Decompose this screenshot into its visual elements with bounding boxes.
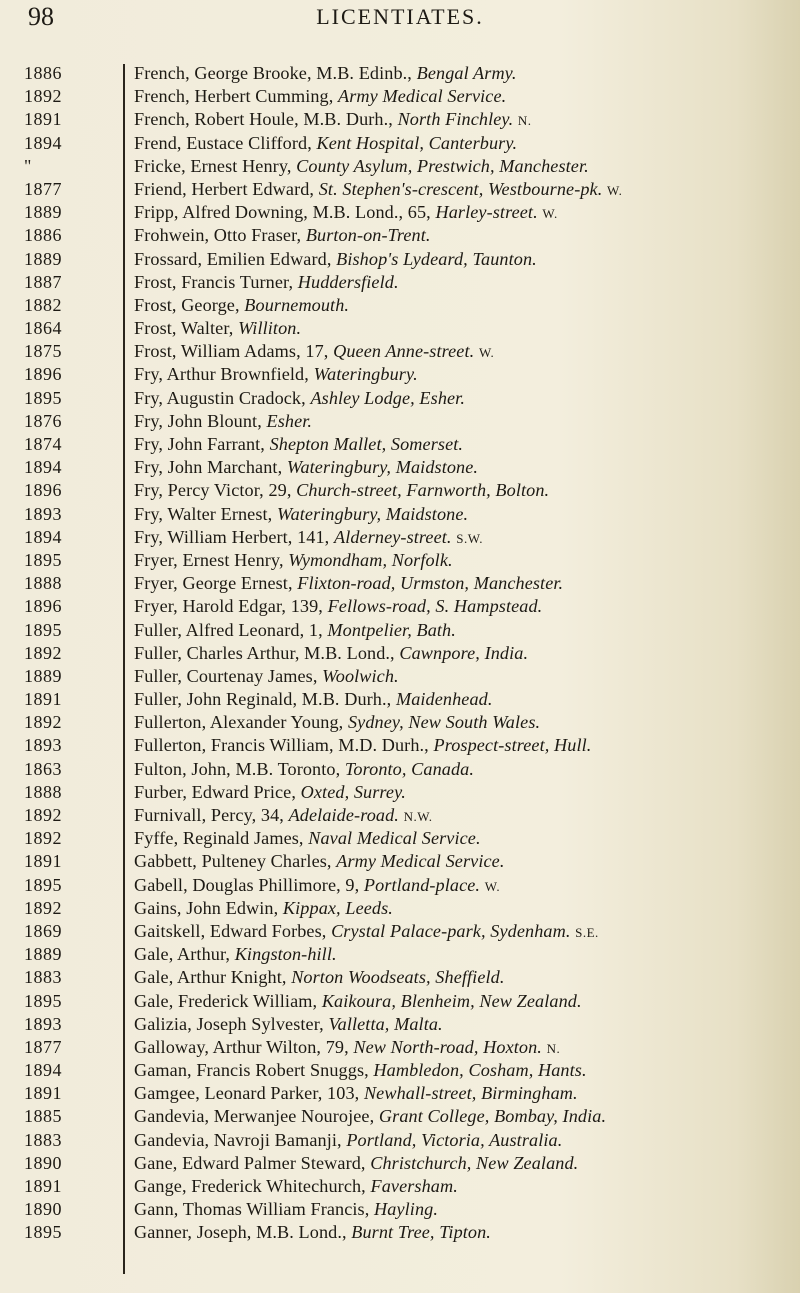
entry-district: N. — [546, 1040, 561, 1056]
page-header — [0, 0, 800, 58]
list-item — [0, 572, 800, 595]
entry-year: 1877 — [24, 178, 62, 199]
entry-year: 1877 — [24, 1036, 62, 1057]
entry-address: Prospect-street, Hull. — [433, 735, 592, 756]
list-item — [0, 1152, 800, 1175]
entry-text — [134, 1152, 784, 1175]
list-item — [0, 688, 800, 711]
entry-year: 1890 — [24, 1152, 62, 1173]
entry-name: Fuller, Alfred Leonard, 1, — [134, 619, 323, 640]
entry-year: 1896 — [24, 364, 62, 385]
entry-address: Cawnpore, India. — [399, 642, 529, 663]
list-item — [0, 1198, 800, 1221]
entry-address: Flixton-road, Urmston, Manchester. — [297, 573, 564, 594]
entry-name: Fry, John Marchant, — [134, 457, 283, 478]
entry-text — [134, 1036, 784, 1060]
entry-address: Burnt Tree, Tipton. — [351, 1222, 491, 1243]
entry-year: 1894 — [24, 132, 62, 153]
list-item — [0, 410, 800, 433]
entry-text — [134, 248, 784, 271]
entry-address: Hayling. — [374, 1199, 438, 1220]
entry-year: 1874 — [24, 434, 62, 454]
entry-year: 1892 — [24, 897, 62, 918]
entry-text — [134, 294, 784, 317]
entry-text — [134, 526, 784, 550]
entry-year: 1869 — [24, 920, 62, 941]
entry-text — [134, 758, 784, 781]
entry-address: Maidenhead. — [395, 689, 493, 710]
entry-name: Frossard, Emilien Edward, — [134, 248, 332, 269]
entry-address: Wateringbury. — [313, 364, 418, 385]
entry-text — [134, 966, 784, 989]
entry-address: Huddersfield. — [297, 271, 399, 292]
list-item — [0, 503, 800, 526]
list-item — [0, 642, 800, 665]
entry-district: S.E. — [575, 924, 599, 940]
entry-text — [134, 804, 784, 828]
entry-text — [134, 317, 784, 340]
list-item — [0, 1082, 800, 1105]
entry-year: 1892 — [24, 712, 62, 733]
entry-year: 1892 — [24, 642, 62, 663]
page-number: 98 — [28, 2, 54, 31]
entry-name: Gabbett, Pulteney Charles, — [134, 851, 332, 872]
entry-year: 1895 — [24, 990, 62, 1011]
entry-year: 1889 — [24, 665, 62, 686]
entry-year: 1888 — [24, 781, 62, 802]
entry-address: Bengal Army. — [416, 63, 517, 83]
entry-text — [134, 781, 784, 804]
entry-address: Grant College, Bombay, India. — [378, 1106, 607, 1127]
entry-district: W. — [484, 878, 501, 894]
entry-address: Army Medical Service. — [336, 851, 505, 872]
entry-text — [134, 1129, 784, 1152]
entry-address: Kaikoura, Blenheim, New Zealand. — [321, 990, 582, 1011]
entry-name: Fry, John Farrant, — [134, 434, 265, 454]
entry-name: Fry, Arthur Brownfield, — [134, 364, 309, 385]
entry-year: 1882 — [24, 294, 62, 315]
entry-text — [134, 688, 784, 711]
entry-text — [134, 1198, 784, 1221]
entry-text — [134, 479, 784, 502]
entry-name: Gale, Frederick William, — [134, 990, 318, 1011]
entry-year: 1892 — [24, 86, 62, 107]
entry-address: Oxted, Surrey. — [300, 781, 406, 802]
entry-text — [134, 410, 784, 433]
entry-text — [134, 340, 784, 364]
list-item — [0, 804, 800, 827]
entry-address: St. Stephen's-crescent, Westbourne-pk. — [318, 178, 603, 199]
entry-name: Fry, Walter Ernest, — [134, 503, 273, 524]
entry-name: Furnivall, Percy, 34, — [134, 805, 284, 825]
list-item — [0, 479, 800, 502]
list-item — [0, 595, 800, 618]
entry-list — [0, 62, 800, 1245]
entry-name: Fuller, John Reginald, M.B. Durh., — [134, 689, 392, 710]
entry-address: Burton-on-Trent. — [305, 225, 431, 246]
entry-name: Fricke, Ernest Henry, — [134, 155, 292, 176]
list-item — [0, 943, 800, 966]
entry-text — [134, 132, 784, 155]
entry-name: Fulton, John, M.B. Toronto, — [134, 758, 341, 779]
list-item — [0, 1059, 800, 1082]
entry-address: New North-road, Hoxton. — [353, 1036, 542, 1057]
entry-year: 1895 — [24, 387, 62, 408]
entry-year: 1894 — [24, 457, 62, 478]
entry-district: N.W. — [403, 809, 433, 824]
list-item — [0, 387, 800, 410]
entry-address: Montpelier, Bath. — [327, 619, 456, 640]
entry-text — [134, 734, 784, 757]
entry-name: Gabell, Douglas Phillimore, 9, — [134, 874, 360, 895]
entry-address: Church-street, Farnworth, Bolton. — [296, 480, 550, 501]
entry-year: 1894 — [24, 526, 62, 547]
entry-address: Fellows-road, S. Hampstead. — [327, 596, 543, 617]
list-item — [0, 897, 800, 920]
list-item — [0, 340, 800, 363]
entry-name: Gale, Arthur Knight, — [134, 967, 287, 988]
list-item — [0, 966, 800, 989]
entry-text — [134, 271, 784, 294]
list-item — [0, 317, 800, 340]
entry-name: Fry, Augustin Cradock, — [134, 387, 306, 408]
entry-name: Gamgee, Leonard Parker, 103, — [134, 1083, 360, 1104]
entry-address: Williton. — [238, 318, 302, 339]
entry-address: Kingston-hill. — [234, 944, 337, 965]
list-item — [0, 781, 800, 804]
list-item — [0, 619, 800, 642]
entry-text — [134, 178, 784, 202]
list-item — [0, 549, 800, 572]
entry-text — [134, 943, 784, 966]
entry-name: Gane, Edward Palmer Steward, — [134, 1152, 366, 1173]
entry-year: 1894 — [24, 1060, 62, 1081]
entry-address: Queen Anne-street. — [333, 341, 475, 362]
list-item — [0, 248, 800, 271]
entry-name: Frend, Eustace Clifford, — [134, 132, 312, 153]
entry-name: Fullerton, Francis William, M.D. Durh., — [134, 735, 429, 756]
list-item — [0, 363, 800, 386]
entry-text — [134, 1175, 784, 1198]
entry-year: 1895 — [24, 874, 62, 895]
entry-year: 1893 — [24, 503, 62, 524]
entry-address: County Asylum, Prestwich, Manchester. — [296, 155, 589, 176]
entry-name: Frost, Walter, — [134, 318, 234, 339]
entry-text — [134, 1221, 784, 1244]
entry-text — [134, 990, 784, 1013]
entry-text — [134, 456, 784, 479]
entry-year: 1876 — [24, 410, 62, 431]
entry-address: Wymondham, Norfolk. — [288, 549, 453, 570]
list-item — [0, 990, 800, 1013]
list-item — [0, 827, 800, 850]
entry-name: Galloway, Arthur Wilton, 79, — [134, 1036, 349, 1057]
entry-year: 1893 — [24, 1013, 62, 1034]
entry-year: 1892 — [24, 828, 62, 849]
list-item — [0, 874, 800, 897]
entry-address: Kent Hospital, Canterbury. — [316, 132, 518, 153]
entry-name: Fryer, Harold Edgar, 139, — [134, 596, 323, 617]
entry-text — [134, 155, 784, 178]
entry-name: Fuller, Courtenay James, — [134, 665, 318, 686]
list-item — [0, 271, 800, 294]
entry-address: Norton Woodseats, Sheffield. — [291, 967, 505, 988]
list-item — [0, 920, 800, 943]
entry-text — [134, 827, 784, 850]
entry-name: Ganner, Joseph, M.B. Lond., — [134, 1222, 347, 1243]
list-item — [0, 1175, 800, 1198]
list-item — [0, 711, 800, 734]
entry-year: 1891 — [24, 689, 62, 710]
entry-district: W. — [478, 345, 495, 361]
entry-year: 1863 — [24, 758, 62, 779]
entry-name: Fyffe, Reginald James, — [134, 828, 304, 849]
entry-name: Furber, Edward Price, — [134, 781, 296, 802]
entry-text — [134, 1105, 784, 1128]
entry-address: Crystal Palace-park, Sydenham. — [331, 920, 571, 941]
entry-year: 1889 — [24, 202, 62, 223]
entry-address: Sydney, New South Wales. — [347, 712, 541, 733]
entry-text — [134, 549, 784, 572]
entry-text — [134, 108, 784, 132]
entry-text — [134, 572, 784, 595]
entry-name: Fry, John Blount, — [134, 410, 262, 431]
list-item — [0, 108, 800, 131]
list-item — [0, 85, 800, 108]
entry-address: Alderney-street. — [333, 526, 452, 547]
entry-text — [134, 874, 784, 898]
list-item — [0, 1105, 800, 1128]
entry-name: Gaitskell, Edward Forbes, — [134, 920, 327, 941]
entry-year: 1895 — [24, 619, 62, 640]
list-item — [0, 155, 800, 178]
entry-name: Gandevia, Merwanjee Nourojee, — [134, 1106, 375, 1127]
entry-text — [134, 433, 784, 456]
entry-year: 1891 — [24, 851, 62, 872]
entry-year: " — [24, 155, 32, 176]
list-item — [0, 1036, 800, 1059]
list-item — [0, 201, 800, 224]
list-item — [0, 526, 800, 549]
entry-name: Fripp, Alfred Downing, M.B. Lond., 65, — [134, 202, 431, 223]
list-item — [0, 1013, 800, 1036]
entry-text — [134, 62, 784, 85]
entry-name: Frohwein, Otto Fraser, — [134, 225, 302, 246]
entry-text — [134, 1059, 784, 1082]
entry-address: Valletta, Malta. — [328, 1013, 443, 1034]
entry-year: 1864 — [24, 318, 62, 339]
entry-address: Bishop's Lydeard, Taunton. — [336, 248, 537, 269]
entry-year: 1895 — [24, 549, 62, 570]
entry-year: 1886 — [24, 225, 62, 246]
entry-year: 1896 — [24, 480, 62, 501]
entry-district: W. — [542, 206, 558, 222]
entry-name: French, Herbert Cumming, — [134, 86, 334, 107]
entry-address: Army Medical Service. — [338, 86, 507, 107]
entry-text — [134, 363, 784, 386]
entry-text — [134, 711, 784, 734]
entry-district: N. — [517, 113, 532, 129]
entry-district: S.W. — [456, 530, 484, 546]
entry-year: 1893 — [24, 735, 62, 756]
entry-year: 1896 — [24, 596, 62, 617]
entry-address: Woolwich. — [322, 665, 399, 686]
entry-name: Frost, George, — [134, 294, 240, 315]
list-item — [0, 850, 800, 873]
entry-name: Frost, William Adams, 17, — [134, 341, 329, 362]
entry-address: Naval Medical Service. — [308, 828, 481, 849]
entry-year: 1895 — [24, 1222, 62, 1243]
entry-year: 1892 — [24, 805, 62, 825]
entry-text — [134, 897, 784, 920]
entry-year: 1887 — [24, 271, 62, 292]
list-item — [0, 456, 800, 479]
entry-name: Fullerton, Alexander Young, — [134, 712, 344, 733]
list-item — [0, 1129, 800, 1152]
list-item — [0, 62, 800, 85]
entry-year: 1888 — [24, 573, 62, 594]
list-item — [0, 433, 800, 456]
entry-text — [134, 920, 784, 944]
entry-address: Wateringbury, Maidstone. — [276, 503, 469, 524]
list-item — [0, 1221, 800, 1244]
entry-address: Esher. — [266, 410, 313, 431]
entry-name: Gains, John Edwin, — [134, 897, 279, 918]
entry-text — [134, 503, 784, 526]
entry-text — [134, 201, 784, 225]
entry-address: Wateringbury, Maidstone. — [286, 457, 479, 478]
entry-year: 1889 — [24, 944, 62, 965]
entry-year: 1890 — [24, 1199, 62, 1220]
list-item — [0, 132, 800, 155]
entry-year: 1891 — [24, 1176, 62, 1196]
list-item — [0, 758, 800, 781]
entry-name: Gange, Frederick Whitechurch, — [134, 1176, 366, 1196]
entry-year: 1883 — [24, 967, 62, 988]
entry-address: Hambledon, Cosham, Hants. — [373, 1060, 587, 1081]
entry-address: Portland, Victoria, Australia. — [346, 1129, 563, 1150]
entry-name: Fry, Percy Victor, 29, — [134, 480, 292, 501]
entry-year: 1875 — [24, 341, 62, 362]
entry-text — [134, 619, 784, 642]
entry-address: Adelaide-road. — [288, 805, 399, 825]
entry-name: Friend, Herbert Edward, — [134, 178, 315, 199]
entry-address: Portland-place. — [363, 874, 481, 895]
entry-text — [134, 387, 784, 410]
entry-text — [134, 224, 784, 247]
list-item — [0, 734, 800, 757]
entry-address: Harley-street. — [435, 202, 538, 223]
entry-name: Gaman, Francis Robert Snuggs, — [134, 1060, 369, 1081]
entry-address: Kippax, Leeds. — [282, 897, 393, 918]
entry-name: Fryer, George Ernest, — [134, 573, 293, 594]
entry-year: 1891 — [24, 1083, 62, 1104]
entry-name: Gale, Arthur, — [134, 944, 231, 965]
entry-name: Fuller, Charles Arthur, M.B. Lond., — [134, 642, 395, 663]
running-head: LICENTIATES. — [316, 4, 484, 29]
entry-year: 1883 — [24, 1129, 62, 1150]
entry-name: Gandevia, Navroji Bamanji, — [134, 1129, 342, 1150]
entry-address: Christchurch, New Zealand. — [370, 1152, 579, 1173]
entry-address: Ashley Lodge, Esher. — [310, 387, 465, 408]
entry-address: North Finchley. — [397, 109, 514, 130]
list-item — [0, 178, 800, 201]
entry-name: Frost, Francis Turner, — [134, 271, 294, 292]
entry-year: 1886 — [24, 63, 62, 83]
entry-text — [134, 665, 784, 688]
entry-address: Shepton Mallet, Somerset. — [269, 434, 464, 454]
entry-address: Newhall-street, Birmingham. — [363, 1083, 578, 1104]
entry-text — [134, 595, 784, 618]
entry-address: Bournemouth. — [244, 294, 350, 315]
entry-address: Faversham. — [370, 1176, 458, 1196]
entry-text — [134, 1082, 784, 1105]
entry-name: Galizia, Joseph Sylvester, — [134, 1013, 324, 1034]
entry-name: French, Robert Houle, M.B. Durh., — [134, 109, 393, 130]
entry-name: French, George Brooke, M.B. Edinb., — [134, 63, 412, 83]
entry-year: 1891 — [24, 109, 62, 130]
entry-text — [134, 85, 784, 108]
entry-year: 1885 — [24, 1106, 62, 1127]
entry-text — [134, 642, 784, 665]
entry-year: 1889 — [24, 248, 62, 269]
entry-name: Gann, Thomas William Francis, — [134, 1199, 370, 1220]
list-item — [0, 224, 800, 247]
entry-name: Fry, William Herbert, 141, — [134, 526, 330, 547]
entry-text — [134, 850, 784, 873]
list-item — [0, 294, 800, 317]
entry-name: Fryer, Ernest Henry, — [134, 549, 284, 570]
entry-address: Toronto, Canada. — [344, 758, 475, 779]
entry-district: W. — [607, 182, 623, 198]
list-item — [0, 665, 800, 688]
entry-text — [134, 1013, 784, 1036]
